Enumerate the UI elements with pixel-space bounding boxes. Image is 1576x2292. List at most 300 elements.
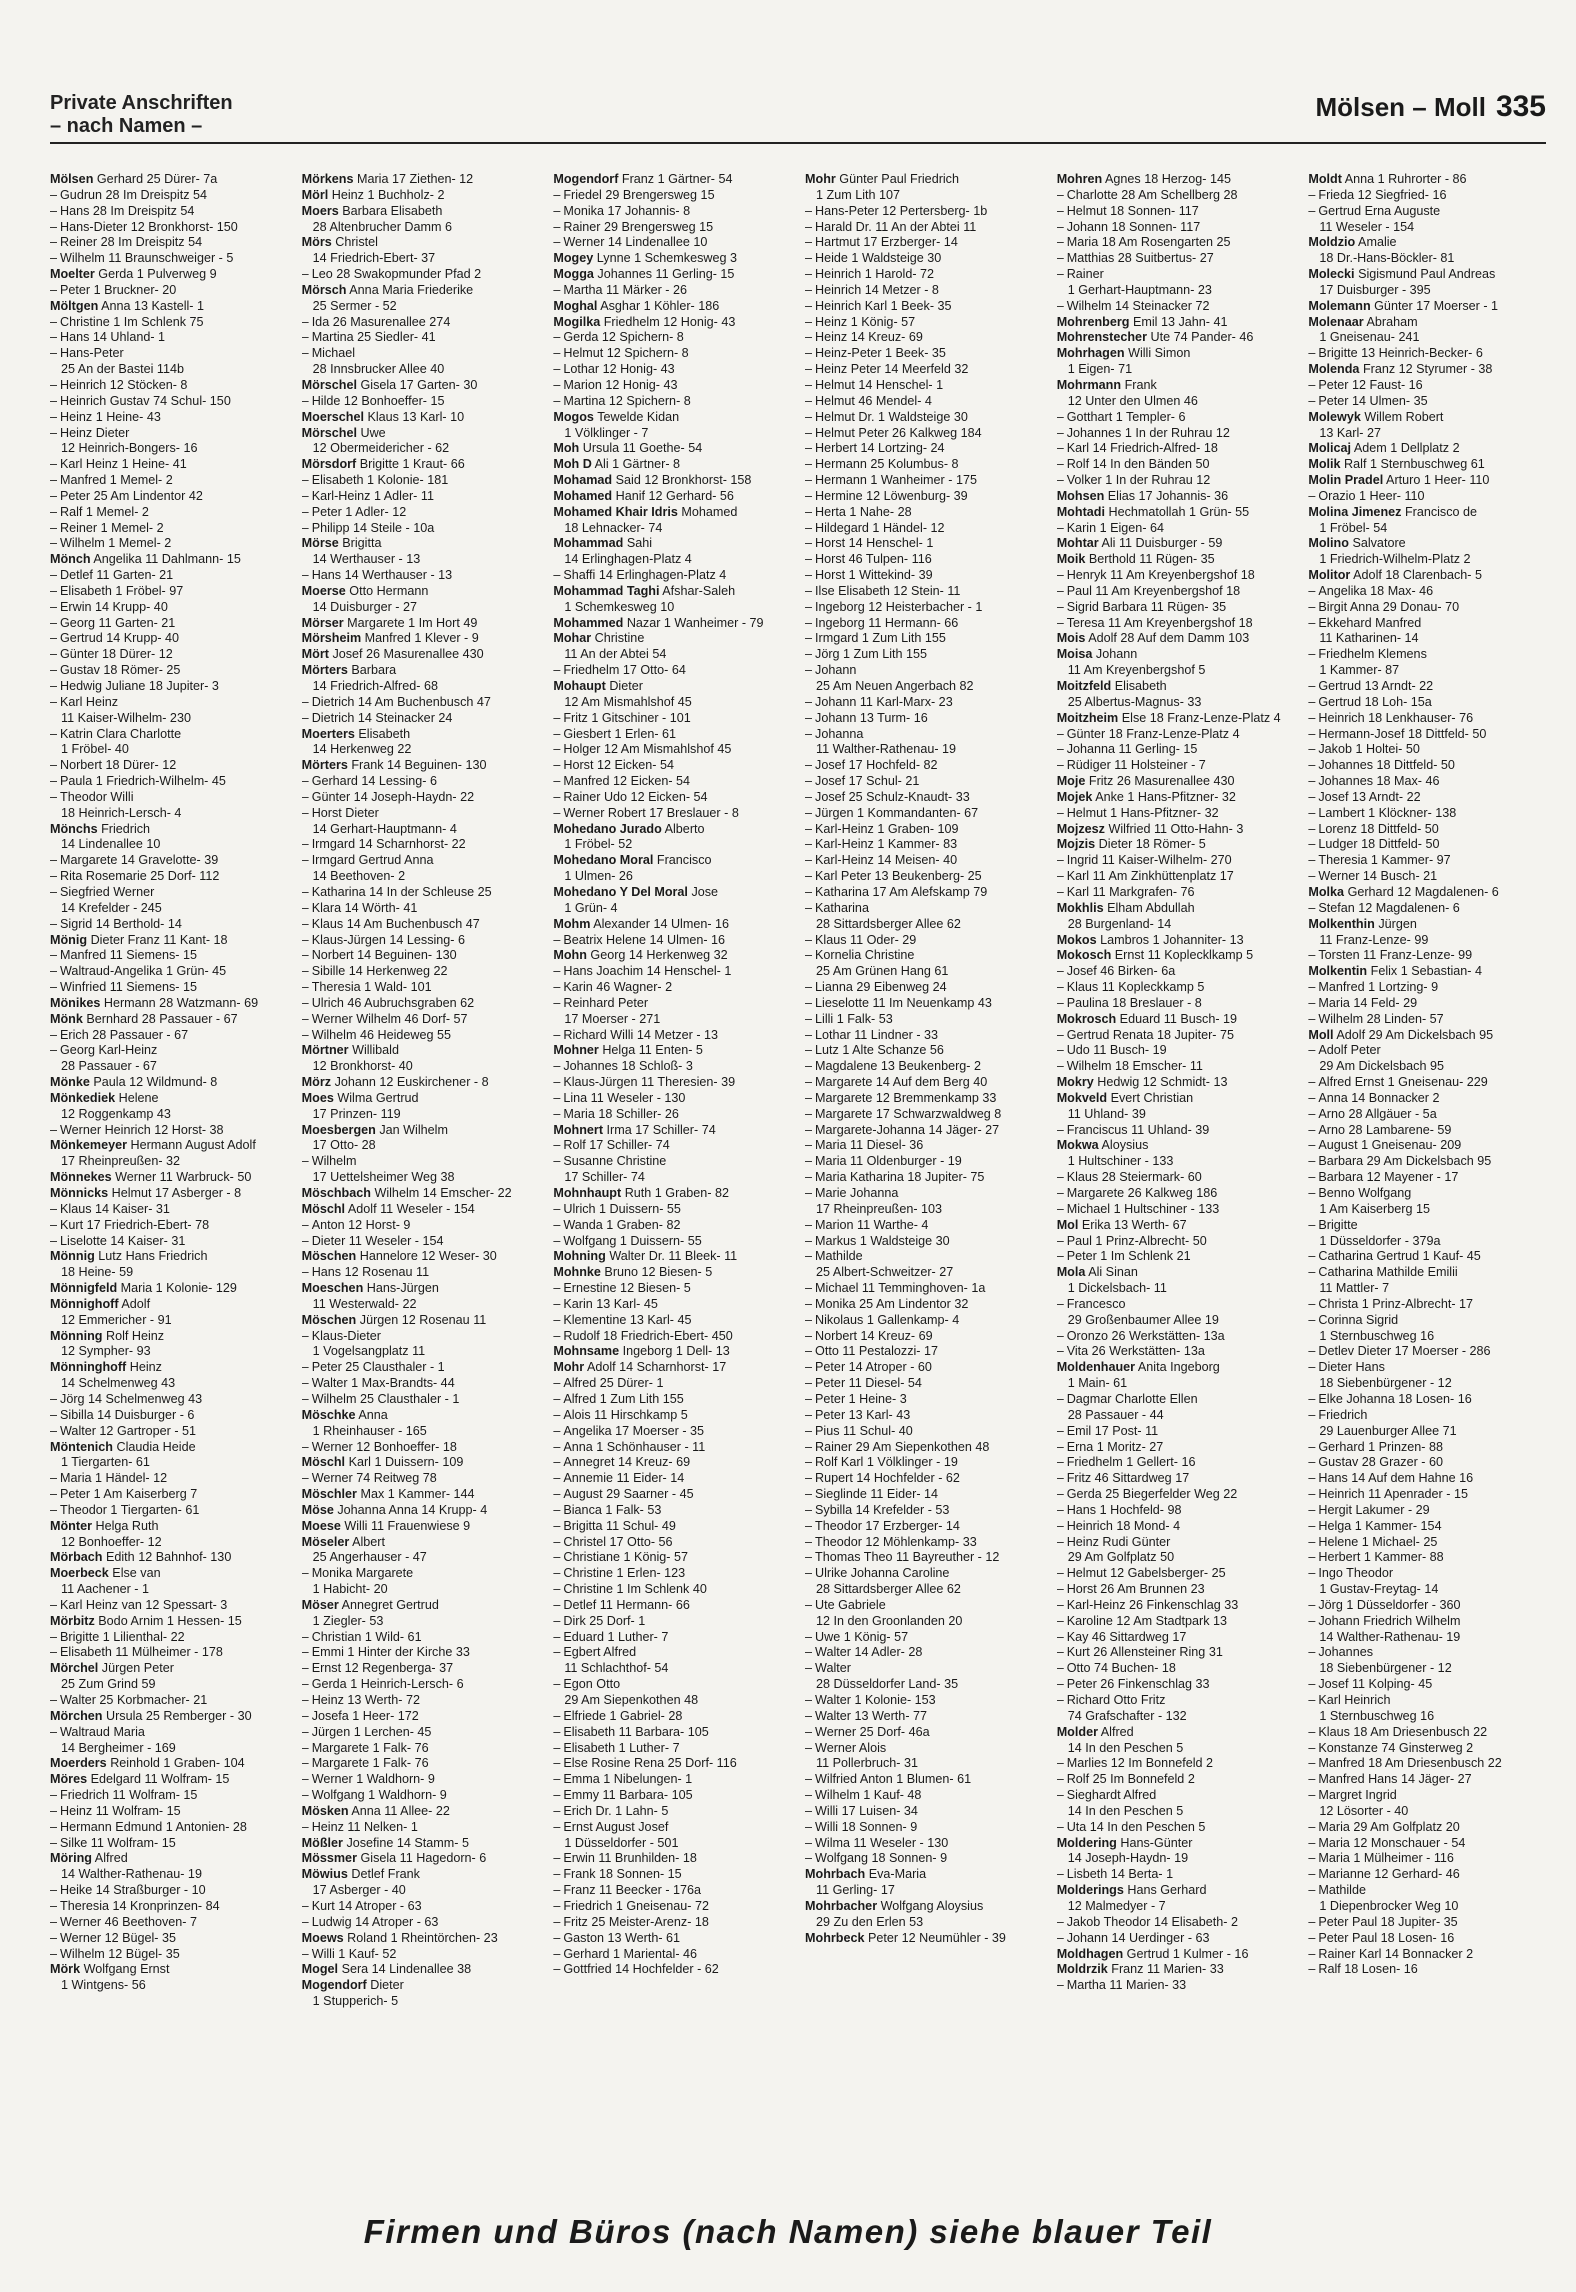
entry-detail: 12 Emmericher - 91: [61, 1312, 172, 1327]
entry-detail: 29 Zu den Erlen 53: [816, 1914, 924, 1929]
entry-detail: Helene 1 Michael- 25: [1318, 1534, 1438, 1549]
surname: Mois: [1056, 631, 1086, 646]
repeat-dash: –: [553, 1914, 561, 1929]
entry-detail: Richard Otto Fritz: [1066, 1693, 1166, 1707]
directory-entry: [1057, 711, 1295, 727]
entry-detail: Paul 11 Am Kreyenbergshof 18: [1066, 583, 1241, 598]
repeat-dash: –: [553, 1407, 561, 1422]
entry-detail: Hermann 25 Kolumbus- 8: [815, 457, 959, 472]
surname: Molderings: [1056, 1883, 1124, 1898]
entry-detail: Heinz 14 Kreuz- 69: [815, 330, 923, 345]
entry-detail: Elisabeth: [358, 726, 411, 741]
entry-detail: Heinz 11 Wolfram- 15: [60, 1803, 181, 1818]
directory-entry: [302, 220, 540, 236]
surname: Molicaj: [1308, 441, 1352, 456]
repeat-dash: –: [1056, 1677, 1064, 1692]
entry-detail: Georg 11 Garten- 21: [60, 615, 176, 630]
surname: Moitzheim: [1056, 710, 1119, 725]
entry-detail: Werner Heinrich 12 Horst- 38: [60, 1122, 224, 1137]
directory-entry: [805, 933, 1043, 949]
directory-entry: [805, 1043, 1043, 1059]
repeat-dash: –: [1056, 457, 1064, 472]
surname: Möser: [301, 1597, 339, 1612]
repeat-dash: –: [1056, 1613, 1064, 1628]
repeat-dash: –: [553, 1883, 561, 1898]
repeat-dash: –: [553, 980, 561, 995]
entry-detail: Irmgard 1 Zum Lith 155: [815, 631, 946, 646]
repeat-dash: –: [1056, 1693, 1064, 1707]
directory-entry: [50, 1075, 288, 1091]
repeat-dash: –: [301, 694, 309, 709]
repeat-dash: –: [50, 964, 58, 979]
entry-detail: 1 Ziegler- 53: [312, 1613, 384, 1628]
directory-entry: [1308, 1234, 1546, 1250]
entry-detail: Paula 12 Wildmund- 8: [93, 1075, 218, 1090]
directory-entry: [805, 1392, 1043, 1408]
repeat-dash: –: [1308, 853, 1316, 868]
repeat-dash: –: [50, 647, 58, 662]
entry-detail: Volker 1 In der Ruhrau 12: [1066, 473, 1211, 488]
entry-detail: Francisco de: [1404, 504, 1478, 519]
directory-entry: [302, 1297, 540, 1313]
entry-detail: Birgit Anna 29 Donau- 70: [1318, 599, 1460, 614]
section-title-line1: Private Anschriften: [50, 92, 233, 114]
directory-entry: [1057, 1091, 1295, 1107]
directory-entry: [1308, 996, 1546, 1012]
directory-columns: [50, 172, 1546, 2188]
entry-detail: Ernestine 12 Biesen- 5: [563, 1281, 691, 1296]
repeat-dash: –: [1056, 568, 1064, 583]
repeat-dash: –: [805, 1328, 813, 1343]
directory-entry: [1308, 1091, 1546, 1107]
directory-entry: [553, 1218, 791, 1234]
directory-entry: [1057, 410, 1295, 426]
entry-detail: 29 Lauenburger Allee 71: [1319, 1423, 1457, 1438]
entry-detail: Wilhelm 18 Emscher- 11: [1066, 1059, 1203, 1074]
directory-entry: [302, 188, 540, 204]
directory-entry: [553, 1566, 791, 1582]
directory-entry: [553, 489, 791, 505]
entry-detail: Margarete 1 Falk- 76: [311, 1740, 429, 1755]
repeat-dash: –: [553, 1566, 561, 1581]
entry-detail: Arno 28 Lambarene- 59: [1318, 1122, 1452, 1137]
repeat-dash: –: [805, 1708, 813, 1723]
directory-entry: [553, 980, 791, 996]
repeat-dash: –: [805, 1090, 813, 1105]
repeat-dash: –: [301, 884, 309, 899]
repeat-dash: –: [301, 948, 309, 963]
directory-entry: [302, 679, 540, 695]
repeat-dash: –: [301, 1233, 309, 1248]
repeat-dash: –: [1308, 1613, 1316, 1628]
directory-entry: [50, 1487, 288, 1503]
entry-detail: Charlotte 28 Am Schellberg 28: [1066, 187, 1238, 202]
directory-entry: [1308, 711, 1546, 727]
directory-entry: [302, 1519, 540, 1535]
entry-detail: 25 Sermer - 52: [312, 298, 397, 313]
directory-entry: [302, 1344, 540, 1360]
directory-entry: [805, 1851, 1043, 1867]
repeat-dash: –: [553, 1740, 561, 1755]
directory-entry: [553, 1265, 791, 1281]
entry-detail: Hermine 12 Löwenburg- 39: [815, 488, 968, 503]
entry-detail: Gerhard 1 Prinzen- 88: [1318, 1439, 1443, 1454]
repeat-dash: –: [805, 1550, 813, 1565]
entry-detail: Hermann Edmund 1 Antonien- 28: [60, 1819, 247, 1834]
entry-detail: Irmgard Gertrud Anna: [311, 853, 434, 868]
repeat-dash: –: [50, 1423, 58, 1438]
entry-detail: Elham Abdullah: [1107, 900, 1195, 915]
surname: Moesbergen: [301, 1122, 376, 1137]
repeat-dash: –: [805, 647, 813, 662]
repeat-dash: –: [301, 568, 309, 583]
directory-entry: [50, 1836, 288, 1852]
directory-entry: [1308, 1107, 1546, 1123]
directory-entry: [1308, 1487, 1546, 1503]
surname: Mönnekes: [50, 1170, 112, 1185]
entry-detail: Sera 14 Lindenallee 38: [341, 1962, 472, 1977]
repeat-dash: –: [50, 758, 58, 773]
entry-detail: Hanif 12 Gerhard- 56: [615, 488, 734, 503]
entry-detail: Hildegard 1 Händel- 12: [815, 520, 945, 535]
entry-detail: Frieda 12 Siegfried- 16: [1318, 187, 1447, 202]
directory-entry: [1057, 1218, 1295, 1234]
directory-entry: [805, 346, 1043, 362]
directory-entry: [1308, 1883, 1546, 1899]
directory-entry: [302, 885, 540, 901]
entry-detail: 14 In den Peschen 5: [1067, 1803, 1184, 1818]
surname: Mohtar: [1056, 536, 1099, 551]
directory-entry: [302, 695, 540, 711]
directory-entry: [302, 204, 540, 220]
surname: Möschl: [301, 1455, 346, 1470]
entry-detail: 28 Sittardsberger Allee 62: [816, 916, 961, 931]
repeat-dash: –: [301, 1772, 309, 1787]
entry-detail: Irmgard 14 Scharnhorst- 22: [311, 837, 466, 852]
directory-entry: [1057, 980, 1295, 996]
directory-entry: [302, 362, 540, 378]
directory-entry: [302, 1851, 540, 1867]
directory-entry: [553, 1820, 791, 1836]
repeat-dash: –: [553, 1724, 561, 1739]
surname: Moik: [1056, 552, 1086, 567]
directory-entry: [302, 1962, 540, 1978]
directory-entry: [1057, 1392, 1295, 1408]
entry-detail: Hannelore 12 Weser- 30: [359, 1249, 497, 1264]
entry-detail: 1 Tiergarten- 61: [61, 1455, 150, 1470]
directory-entry: [50, 1804, 288, 1820]
directory-entry: [553, 1234, 791, 1250]
repeat-dash: –: [50, 663, 58, 678]
directory-entry: [1057, 1566, 1295, 1582]
entry-detail: 14 Herkenweg 22: [312, 742, 412, 757]
directory-entry: [805, 299, 1043, 315]
entry-detail: Lisbeth 14 Berta- 1: [1066, 1867, 1174, 1882]
repeat-dash: –: [805, 1803, 813, 1818]
repeat-dash: –: [805, 1122, 813, 1137]
repeat-dash: –: [805, 1217, 813, 1232]
directory-entry: [50, 220, 288, 236]
entry-detail: Jörg 1 Zum Lith 155: [815, 647, 928, 662]
entry-detail: 1 Sternbuschweg 16: [1319, 1708, 1435, 1723]
entry-detail: Manfred 1 Klever - 9: [364, 631, 479, 646]
entry-detail: Peter 26 Finkenschlag 33: [1066, 1677, 1210, 1692]
entry-detail: Peter 12 Faust- 16: [1318, 377, 1423, 392]
entry-detail: August 1 Gneisenau- 209: [1318, 1138, 1462, 1153]
directory-entry: [1308, 1344, 1546, 1360]
entry-detail: Helmut 12 Gabelsberger- 25: [1066, 1566, 1226, 1581]
repeat-dash: –: [50, 599, 58, 614]
directory-entry: [302, 1756, 540, 1772]
repeat-dash: –: [1056, 1645, 1064, 1660]
entry-detail: Maria 1 Händel- 12: [60, 1471, 168, 1486]
directory-entry: [1057, 378, 1295, 394]
entry-detail: Herbert 14 Lortzing- 24: [815, 441, 945, 456]
repeat-dash: –: [805, 805, 813, 820]
directory-entry: [553, 1915, 791, 1931]
surname: Mohamed: [553, 488, 613, 503]
directory-entry: [805, 1693, 1043, 1709]
repeat-dash: –: [1056, 1978, 1064, 1993]
directory-column-3: [553, 172, 791, 2188]
directory-entry: [1057, 1012, 1295, 1028]
entry-detail: Heide 1 Waldsteige 30: [815, 251, 942, 266]
directory-entry: [302, 1741, 540, 1757]
entry-detail: 17 Prinzen- 119: [312, 1106, 401, 1121]
entry-detail: Rüdiger 11 Holsteiner - 7: [1066, 758, 1206, 773]
entry-detail: Alfred Ernst 1 Gneisenau- 229: [1318, 1075, 1488, 1090]
directory-entry: [302, 1265, 540, 1281]
directory-entry: [805, 1519, 1043, 1535]
entry-detail: Wanda 1 Graben- 82: [563, 1217, 681, 1232]
entry-detail: 12 Am Mismahlshof 45: [564, 694, 692, 709]
entry-detail: Helene: [118, 1090, 159, 1105]
surname: Moh D: [553, 457, 592, 472]
directory-entry: [1057, 188, 1295, 204]
directory-entry: [553, 188, 791, 204]
directory-entry: [1057, 806, 1295, 822]
repeat-dash: –: [1308, 758, 1316, 773]
directory-entry: [50, 1931, 288, 1947]
repeat-dash: –: [1308, 1835, 1316, 1850]
surname: Möwius: [301, 1867, 348, 1882]
repeat-dash: –: [805, 425, 813, 440]
directory-entry: [1308, 1440, 1546, 1456]
directory-entry: [1308, 1059, 1546, 1075]
directory-entry: [1308, 853, 1546, 869]
directory-entry: [1308, 822, 1546, 838]
repeat-dash: –: [1056, 1788, 1064, 1803]
repeat-dash: –: [1056, 1487, 1064, 1502]
directory-entry: [302, 346, 540, 362]
entry-detail: Johannes 18 Max- 46: [1318, 774, 1440, 789]
directory-entry: [805, 204, 1043, 220]
entry-detail: Dietrich 14 Am Buchenbusch 47: [311, 694, 491, 709]
directory-entry: [302, 869, 540, 885]
entry-detail: 1 Hultschiner - 133: [1067, 1154, 1174, 1169]
directory-entry: [50, 1661, 288, 1677]
directory-entry: [805, 1313, 1043, 1329]
entry-detail: 13 Karl- 27: [1319, 425, 1381, 440]
entry-detail: Gustav 28 Grazer - 60: [1318, 1455, 1443, 1470]
entry-detail: 1 Zum Lith 107: [816, 187, 901, 202]
entry-detail: Lieselotte 11 Im Neuenkamp 43: [815, 995, 992, 1010]
directory-entry: [1057, 1661, 1295, 1677]
entry-detail: 18 Heine- 59: [61, 1265, 134, 1280]
entry-detail: 11 Katharinen- 14: [1319, 631, 1419, 646]
directory-entry: [1057, 441, 1295, 457]
repeat-dash: –: [805, 884, 813, 899]
entry-detail: Ernst 11 Koplecklkamp 5: [1114, 948, 1254, 963]
repeat-dash: –: [50, 536, 58, 551]
directory-entry: [50, 1408, 288, 1424]
directory-entry: [1057, 1123, 1295, 1139]
entry-detail: Herbert 1 Kammer- 88: [1318, 1550, 1444, 1565]
repeat-dash: –: [553, 1502, 561, 1517]
repeat-dash: –: [50, 488, 58, 503]
repeat-dash: –: [805, 568, 813, 583]
directory-entry: [1308, 1503, 1546, 1519]
entry-detail: Wilfried Anton 1 Blumen- 61: [815, 1772, 972, 1787]
entry-detail: Hermann-Josef 18 Dittfeld- 50: [1318, 726, 1487, 741]
repeat-dash: –: [1308, 1788, 1316, 1803]
entry-detail: Walter: [815, 1661, 851, 1676]
directory-entry: [302, 251, 540, 267]
repeat-dash: –: [553, 710, 561, 725]
surname: Mohedano Y Del Moral: [553, 884, 688, 899]
repeat-dash: –: [301, 1677, 309, 1692]
surname: Mönk: [50, 1011, 83, 1026]
repeat-dash: –: [1308, 1851, 1316, 1866]
entry-detail: Klaus 14 Kaiser- 31: [60, 1201, 170, 1216]
entry-detail: 14 Werthauser - 13: [312, 552, 421, 567]
entry-detail: Nazar 1 Wanheimer - 79: [626, 615, 764, 630]
entry-detail: Hans 14 Uhland- 1: [60, 330, 166, 345]
directory-entry: [302, 822, 540, 838]
entry-detail: 1 Dickelsbach- 11: [1067, 1281, 1167, 1296]
directory-entry: [302, 933, 540, 949]
repeat-dash: –: [1056, 726, 1064, 741]
entry-detail: Josef 11 Kolping- 45: [1318, 1677, 1433, 1692]
surname: Mogendorf: [553, 172, 619, 186]
directory-entry: [50, 1519, 288, 1535]
entry-detail: Mohamed: [681, 504, 738, 519]
entry-detail: 1 Habicht- 20: [312, 1582, 388, 1597]
directory-entry: [1308, 204, 1546, 220]
repeat-dash: –: [1056, 1471, 1064, 1486]
entry-detail: Jörg 14 Schelmenweg 43: [60, 1391, 203, 1406]
directory-entry: [1057, 1424, 1295, 1440]
surname: Mogga: [553, 267, 594, 282]
directory-entry: [1308, 441, 1546, 457]
entry-detail: Bodo Arnim 1 Hessen- 15: [98, 1613, 242, 1628]
entry-detail: Werner 74 Reitweg 78: [311, 1471, 437, 1486]
repeat-dash: –: [1308, 1043, 1316, 1058]
surname: Mönkediek: [50, 1090, 116, 1105]
surname: Moitzfeld: [1056, 679, 1112, 693]
repeat-dash: –: [1308, 599, 1316, 614]
entry-detail: Christian 1 Wild- 61: [311, 1629, 422, 1644]
directory-entry: [1057, 267, 1295, 283]
repeat-dash: –: [1056, 520, 1064, 535]
entry-detail: Elias 17 Johannis- 36: [1107, 488, 1229, 503]
entry-detail: Thomas Theo 11 Bayreuther - 12: [815, 1550, 1000, 1565]
directory-entry: [1308, 1915, 1546, 1931]
entry-detail: Hilde 12 Bonhoeffer- 15: [311, 393, 445, 408]
directory-entry: [1057, 917, 1295, 933]
entry-detail: Gisela 17 Garten- 30: [360, 377, 478, 392]
repeat-dash: –: [50, 1803, 58, 1818]
entry-detail: Marlies 12 Im Bonnefeld 2: [1066, 1756, 1214, 1771]
directory-entry: [805, 1820, 1043, 1836]
footer-note: Firmen und Büros (nach Namen) siehe blauer Teil: [363, 2213, 1213, 2250]
directory-entry: [553, 204, 791, 220]
entry-detail: Detlef Frank: [351, 1867, 420, 1882]
directory-entry: [805, 457, 1043, 473]
surname: Möschen: [301, 1249, 357, 1264]
entry-detail: Heinz Rudi Günter: [1066, 1534, 1171, 1549]
entry-detail: 14 Bergheimer - 169: [61, 1740, 176, 1755]
directory-entry: [1057, 1630, 1295, 1646]
entry-detail: Adolf 11 Weseler - 154: [347, 1201, 475, 1216]
directory-entry: [1057, 1487, 1295, 1503]
entry-detail: Anton 12 Horst- 9: [311, 1217, 411, 1232]
directory-entry: [1308, 964, 1546, 980]
directory-entry: [805, 426, 1043, 442]
entry-detail: Irma 17 Schiller- 74: [606, 1122, 716, 1137]
surname: Mojzis: [1056, 837, 1096, 852]
repeat-dash: –: [1308, 1883, 1316, 1898]
directory-entry: [50, 1725, 288, 1741]
directory-entry: [50, 1028, 288, 1044]
entry-detail: Manfred 11 Siemens- 15: [60, 948, 197, 963]
surname: Mörters: [301, 758, 348, 773]
directory-entry: [302, 1693, 540, 1709]
repeat-dash: –: [805, 504, 813, 519]
directory-entry: [805, 1107, 1043, 1123]
entry-detail: Jörg 1 Düsseldorfer - 360: [1318, 1597, 1461, 1612]
surname: Mohning: [553, 1249, 606, 1264]
entry-detail: Gudrun 28 Im Dreispitz 54: [60, 187, 208, 202]
entry-detail: Heike 14 Straßburger - 10: [60, 1883, 206, 1898]
directory-entry: [1308, 283, 1546, 299]
entry-detail: Emmi 1 Hinter der Kirche 33: [311, 1645, 470, 1660]
repeat-dash: –: [1056, 473, 1064, 488]
entry-detail: Dieter Hans: [1318, 1360, 1385, 1375]
surname: Moldhagen: [1056, 1946, 1124, 1961]
entry-detail: Klaus 11 Kopleckkamp 5: [1066, 980, 1205, 995]
entry-detail: Karl 1 Duissern- 109: [348, 1455, 464, 1470]
entry-detail: Martha 11 Marien- 33: [1066, 1978, 1187, 1993]
directory-entry: [302, 1820, 540, 1836]
directory-entry: [50, 1962, 288, 1978]
entry-detail: Horst 14 Henschel- 1: [815, 536, 934, 551]
surname: Mogilka: [553, 314, 601, 329]
entry-detail: 18 Siebenbürgener - 12: [1319, 1661, 1452, 1676]
directory-entry: [553, 1043, 791, 1059]
directory-entry: [1308, 1851, 1546, 1867]
directory-entry: [1057, 204, 1295, 220]
entry-detail: 11 Weseler - 154: [1319, 219, 1415, 234]
directory-entry: [1308, 315, 1546, 331]
repeat-dash: –: [301, 1740, 309, 1755]
directory-entry: [805, 631, 1043, 647]
entry-detail: Wilhelm 1 Memel- 2: [60, 536, 172, 551]
directory-entry: [553, 616, 791, 632]
surname: Moldenhauer: [1056, 1360, 1136, 1375]
repeat-dash: –: [553, 1613, 561, 1628]
directory-entry: [553, 235, 791, 251]
